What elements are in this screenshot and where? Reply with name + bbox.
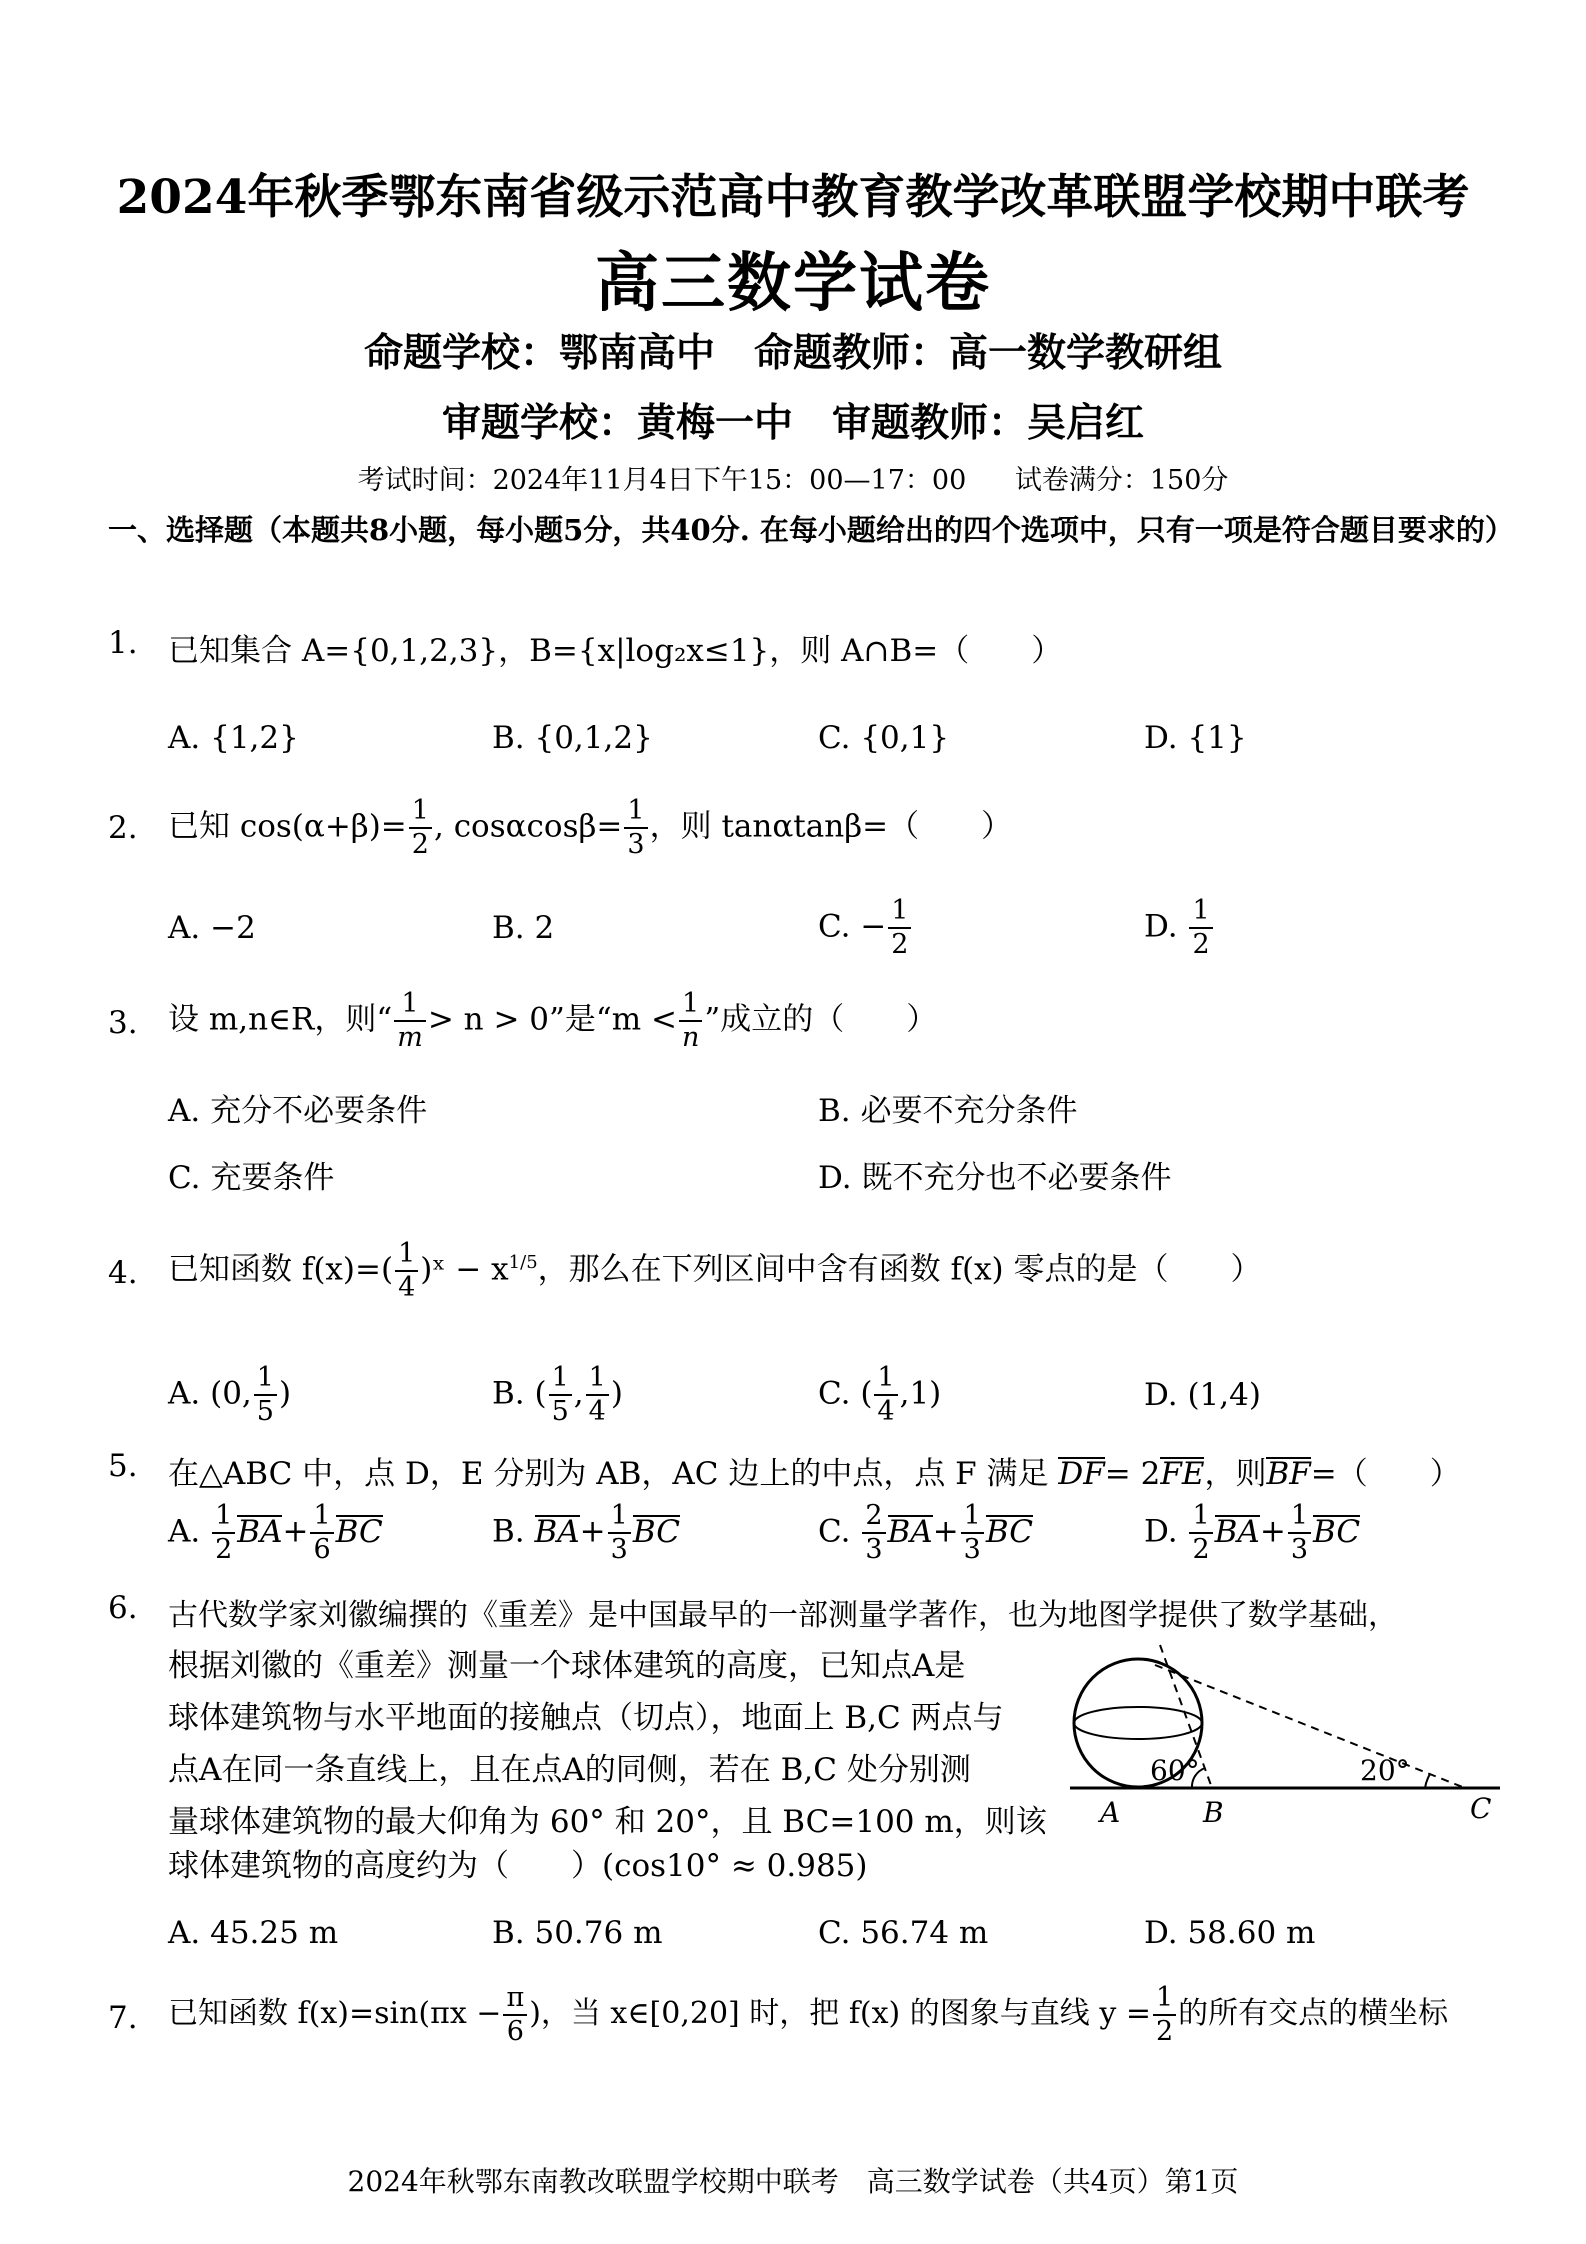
sphere-figure [1060,1640,1510,1830]
option-c: C. 充要条件 [168,1160,335,1196]
question-number: 5. [108,1448,138,1484]
option-a: A. 充分不必要条件 [168,1093,428,1129]
point-label-a: A [1100,1796,1121,1829]
question-text: 设 m,n∈R，则“ $\frac{1}{m}$ > n > 0”是“m < $\frac{1}{n}$ ”成立的（ ） [168,988,938,1053]
page-footer: 2024年秋鄂东南教改联盟学校期中联考 高三数学试卷（共4页）第1页 [347,2165,1239,2198]
option-d: D. (1,4) [1144,1377,1261,1413]
question-text: 在△ABC 中，点 D，E 分别为 AB，AC 边上的中点，点 F 满足 DF= 2FE，则BF=（ ） [168,1456,1461,1492]
question-number: 3. [108,1005,138,1041]
point-label-c: C [1470,1792,1492,1825]
author-line: 命题学校：鄂南高中 命题教师：高一数学教研组 [363,330,1222,376]
option-b: B. ( $\frac{1}{5}$ , $\frac{1}{4}$ ) [492,1362,623,1427]
exam-time: 考试时间：2024年11月4日下午15：00—17：00 [357,465,967,496]
option-d: D. {1} [1144,720,1247,756]
option-b: B. 50.76 m [492,1915,663,1951]
fraction: $\frac{1}{m}$ [394,988,426,1054]
exam-subtitle: 高三数学试卷 [595,246,991,321]
full-score: 试卷满分：150分 [1014,465,1229,496]
exam-title: 2024年秋季鄂东南省级示范高中教育教学改革联盟学校期中联考 [116,170,1470,225]
fraction: $\frac{1}{2}$ [1153,1982,1176,2048]
option-a: A. $\frac{1}{2}$ BA+ $\frac{1}{6}$ BC [168,1500,383,1565]
option-c: C. 56.74 m [818,1915,989,1951]
option-c: C. ( $\frac{1}{4}$ ,1) [818,1362,942,1427]
question-text-line: 球体建筑物的高度约为（ ）(cos10° ≈ 0.985) [168,1848,868,1884]
question-paragraph: 根据刘徽的《重差》测量一个球体建筑的高度，已知点A是 球体建筑物与水平地面的接触点（切点），地面上 B,C 两点与 点A在同一条直线上，且在点A的同侧，若在 B,C 处分别测 量球体建筑物的最大仰角为 60° 和 20°，且 BC=100 m，则该 [168,1648,1047,1840]
sphere-equator [1074,1707,1202,1739]
question-number: 4. [108,1255,138,1291]
question-text: 已知函数 f(x)=sin(πx − $\frac{\pi}{6}$ )，当 x∈[0,20] 时，把 f(x) 的图象与直线 y = $\frac{1}{2}$ 的所有交点的横坐标 [168,1982,1449,2047]
fraction: $\frac{1}{4}$ [395,1238,418,1304]
option-b: B. BA+ $\frac{1}{3}$ BC [492,1500,680,1565]
option-c: C. − $\frac{1}{2}$ [818,895,913,961]
option-a: A. {1,2} [168,720,299,756]
question-number: 7. [108,2000,138,2036]
fraction: $\frac{1}{3}$ [624,795,647,861]
option-c: C. $\frac{2}{3}$ BA+ $\frac{1}{3}$ BC [818,1500,1033,1565]
option-b: B. 2 [492,910,555,946]
option-a: A. −2 [168,910,256,946]
angle-label-60: 60° [1150,1754,1200,1787]
fraction: $\frac{1}{n}$ [679,988,702,1054]
question-number: 1. [108,625,138,661]
question-text: 已知函数 f(x)=( $\frac{1}{4}$ )ˣ − $x^{1/5}$，那么在下列区间中含有函数 f(x) 零点的是（ ） [168,1238,1262,1303]
exam-info [0,458,1586,497]
option-d: D. 既不充分也不必要条件 [818,1160,1172,1196]
question-text [168,795,1012,861]
fraction: $\frac{\pi}{6}$ [503,1982,527,2048]
question-number: 2. [108,810,138,846]
option-d: D. $\frac{1}{2}$ [1144,895,1215,961]
option-a: A. (0, $\frac{1}{5}$ ) [168,1362,292,1427]
angle-arc-c [1425,1774,1430,1788]
question-text-line: 古代数学家刘徽编撰的《重差》是中国最早的一部测量学著作，也为地图学提供了数学基础， [168,1598,1398,1633]
q2-text-mid: , cosαcosβ= [433,808,623,845]
option-d: D. $\frac{1}{2}$ BA+ $\frac{1}{3}$ BC [1144,1500,1361,1565]
point-label-b: B [1203,1796,1224,1829]
option-a: A. 45.25 m [168,1915,339,1951]
fraction: $\frac{1}{2}$ [409,795,432,861]
q2-text-post: ，则 tanαtanβ=（ ） [649,808,1013,845]
angle-label-20: 20° [1360,1754,1410,1787]
option-d: D. 58.60 m [1144,1915,1316,1951]
question-number: 6. [108,1590,138,1626]
review-line: 审题学校：黄梅一中 审题教师：吴启红 [441,400,1144,446]
option-c: C. {0,1} [818,720,950,756]
section-heading: 一、选择题（本题共8小题，每小题5分，共40分. 在每小题给出的四个选项中，只有一项是符合题目要求的） [108,513,1514,547]
q2-text-pre: 已知 cos(α+β)= [168,808,407,845]
option-b: B. 必要不充分条件 [818,1093,1078,1129]
question-text: 已知集合 A={0,1,2,3}，B={x|log₂x≤1}，则 A∩B=（ ） [168,633,1063,669]
option-b: B. {0,1,2} [492,720,653,756]
